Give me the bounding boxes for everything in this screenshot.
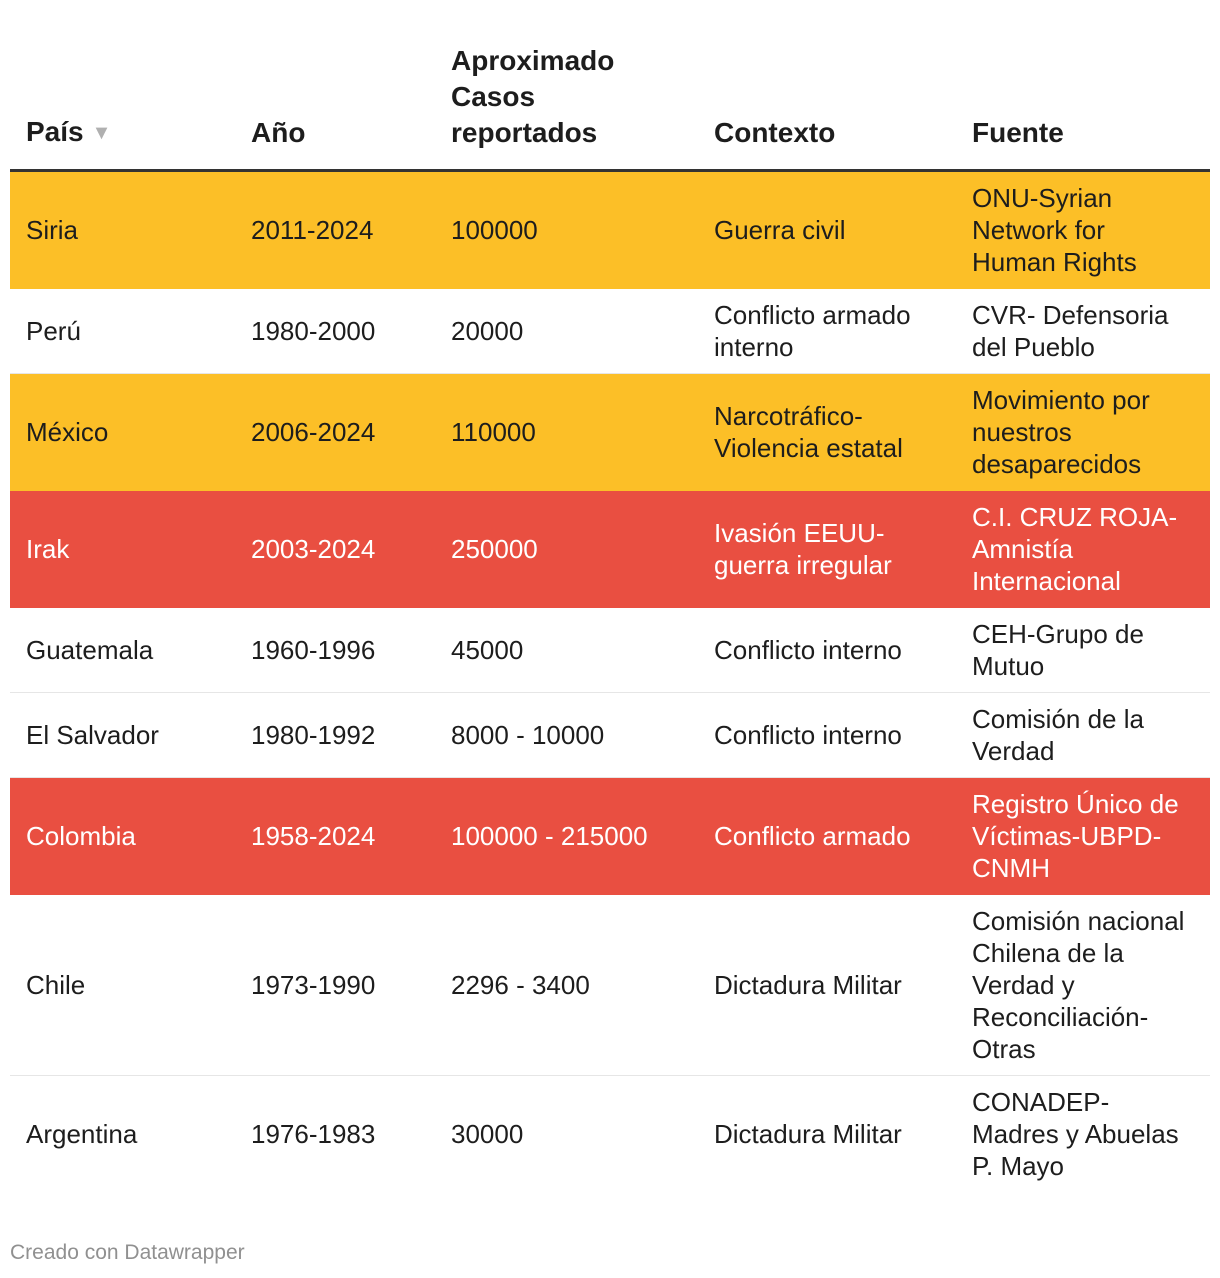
table-row bbox=[10, 373, 1210, 490]
cell-source: Registro Único de Víctimas-UBPD-CNMH bbox=[956, 777, 1210, 894]
cell-cases: 100000 - 215000 bbox=[435, 777, 698, 894]
cell-source: Comisión de la Verdad bbox=[956, 692, 1210, 777]
cell-country: Colombia bbox=[10, 777, 235, 894]
cell-year: 2006-2024 bbox=[235, 373, 435, 490]
cell-year: 1980-2000 bbox=[235, 288, 435, 373]
cell-year: 1973-1990 bbox=[235, 894, 435, 1075]
cell-context: Ivasión EEUU-guerra irregular bbox=[698, 490, 956, 607]
cell-year: 1980-1992 bbox=[235, 692, 435, 777]
cell-context: Dictadura Militar bbox=[698, 894, 956, 1075]
cell-cases: 30000 bbox=[451, 1118, 524, 1149]
cell-country: Irak bbox=[10, 490, 235, 607]
cell-year: 1958-2024 bbox=[235, 777, 435, 894]
cell-context: Dictadura Militar bbox=[714, 1118, 902, 1149]
data-table-container bbox=[10, 0, 1210, 1192]
cell-country: Chile bbox=[10, 894, 235, 1075]
cell-context: Conflicto interno bbox=[698, 692, 956, 777]
column-header-source[interactable]: Fuente bbox=[956, 0, 1210, 170]
cell-cases: 2296 - 3400 bbox=[435, 894, 698, 1075]
cell-year: 2003-2024 bbox=[235, 490, 435, 607]
column-header-country-label: País bbox=[26, 115, 84, 147]
cell-country: Perú bbox=[10, 288, 235, 373]
column-header-cases[interactable]: Aproximado Casos reportados bbox=[435, 0, 698, 170]
cell-context: Conflicto armado interno bbox=[698, 288, 956, 373]
sort-descending-icon[interactable]: ▼ bbox=[91, 121, 112, 144]
table-row bbox=[10, 777, 1210, 894]
cell-year: 1960-1996 bbox=[235, 607, 435, 692]
table-row bbox=[10, 170, 1210, 288]
data-table bbox=[10, 0, 1210, 1192]
cell-country: Siria bbox=[10, 170, 235, 288]
cell-country: Guatemala bbox=[10, 607, 235, 692]
cell-context: Guerra civil bbox=[698, 170, 956, 288]
column-header-context[interactable]: Contexto bbox=[698, 0, 956, 170]
cell-source: ONU-Syrian Network for Human Rights bbox=[956, 170, 1210, 288]
table-row bbox=[10, 1075, 1210, 1192]
table-header-row bbox=[10, 0, 1210, 170]
cell-source: Movimiento por nuestros desaparecidos bbox=[956, 373, 1210, 490]
cell-country: México bbox=[10, 373, 235, 490]
cell-cases: 110000 bbox=[435, 373, 698, 490]
cell-source: Comisión nacional Chilena de la Verdad y Reconciliación-Otras bbox=[956, 894, 1210, 1075]
cell-source: CONADEP-Madres y Abuelas P. Mayo bbox=[972, 1086, 1179, 1181]
cell-year: 2011-2024 bbox=[235, 170, 435, 288]
table-row bbox=[10, 894, 1210, 1075]
cell-year: 1976-1983 bbox=[251, 1118, 376, 1149]
cell-cases: 45000 bbox=[435, 607, 698, 692]
column-header-year[interactable]: Año bbox=[235, 0, 435, 170]
table-row bbox=[10, 607, 1210, 692]
cell-context: Narcotráfico-Violencia estatal bbox=[698, 373, 956, 490]
table-row bbox=[10, 490, 1210, 607]
cell-cases: 250000 bbox=[435, 490, 698, 607]
cell-country: El Salvador bbox=[10, 692, 235, 777]
cell-cases: 8000 - 10000 bbox=[435, 692, 698, 777]
cell-cases: 100000 bbox=[435, 170, 698, 288]
datawrapper-credit[interactable]: Creado con Datawrapper bbox=[10, 1241, 245, 1264]
cell-source: C.I. CRUZ ROJA-Amnistía Internacional bbox=[956, 490, 1210, 607]
cell-context: Conflicto armado bbox=[698, 777, 956, 894]
cell-country: Argentina bbox=[26, 1118, 138, 1149]
table-row bbox=[10, 288, 1210, 373]
cell-source: CEH-Grupo de Mutuo bbox=[956, 607, 1210, 692]
cell-source: CVR- Defensoria del Pueblo bbox=[956, 288, 1210, 373]
table-row bbox=[10, 692, 1210, 777]
cell-context: Conflicto interno bbox=[698, 607, 956, 692]
column-header-country[interactable] bbox=[10, 0, 235, 170]
cell-cases: 20000 bbox=[435, 288, 698, 373]
